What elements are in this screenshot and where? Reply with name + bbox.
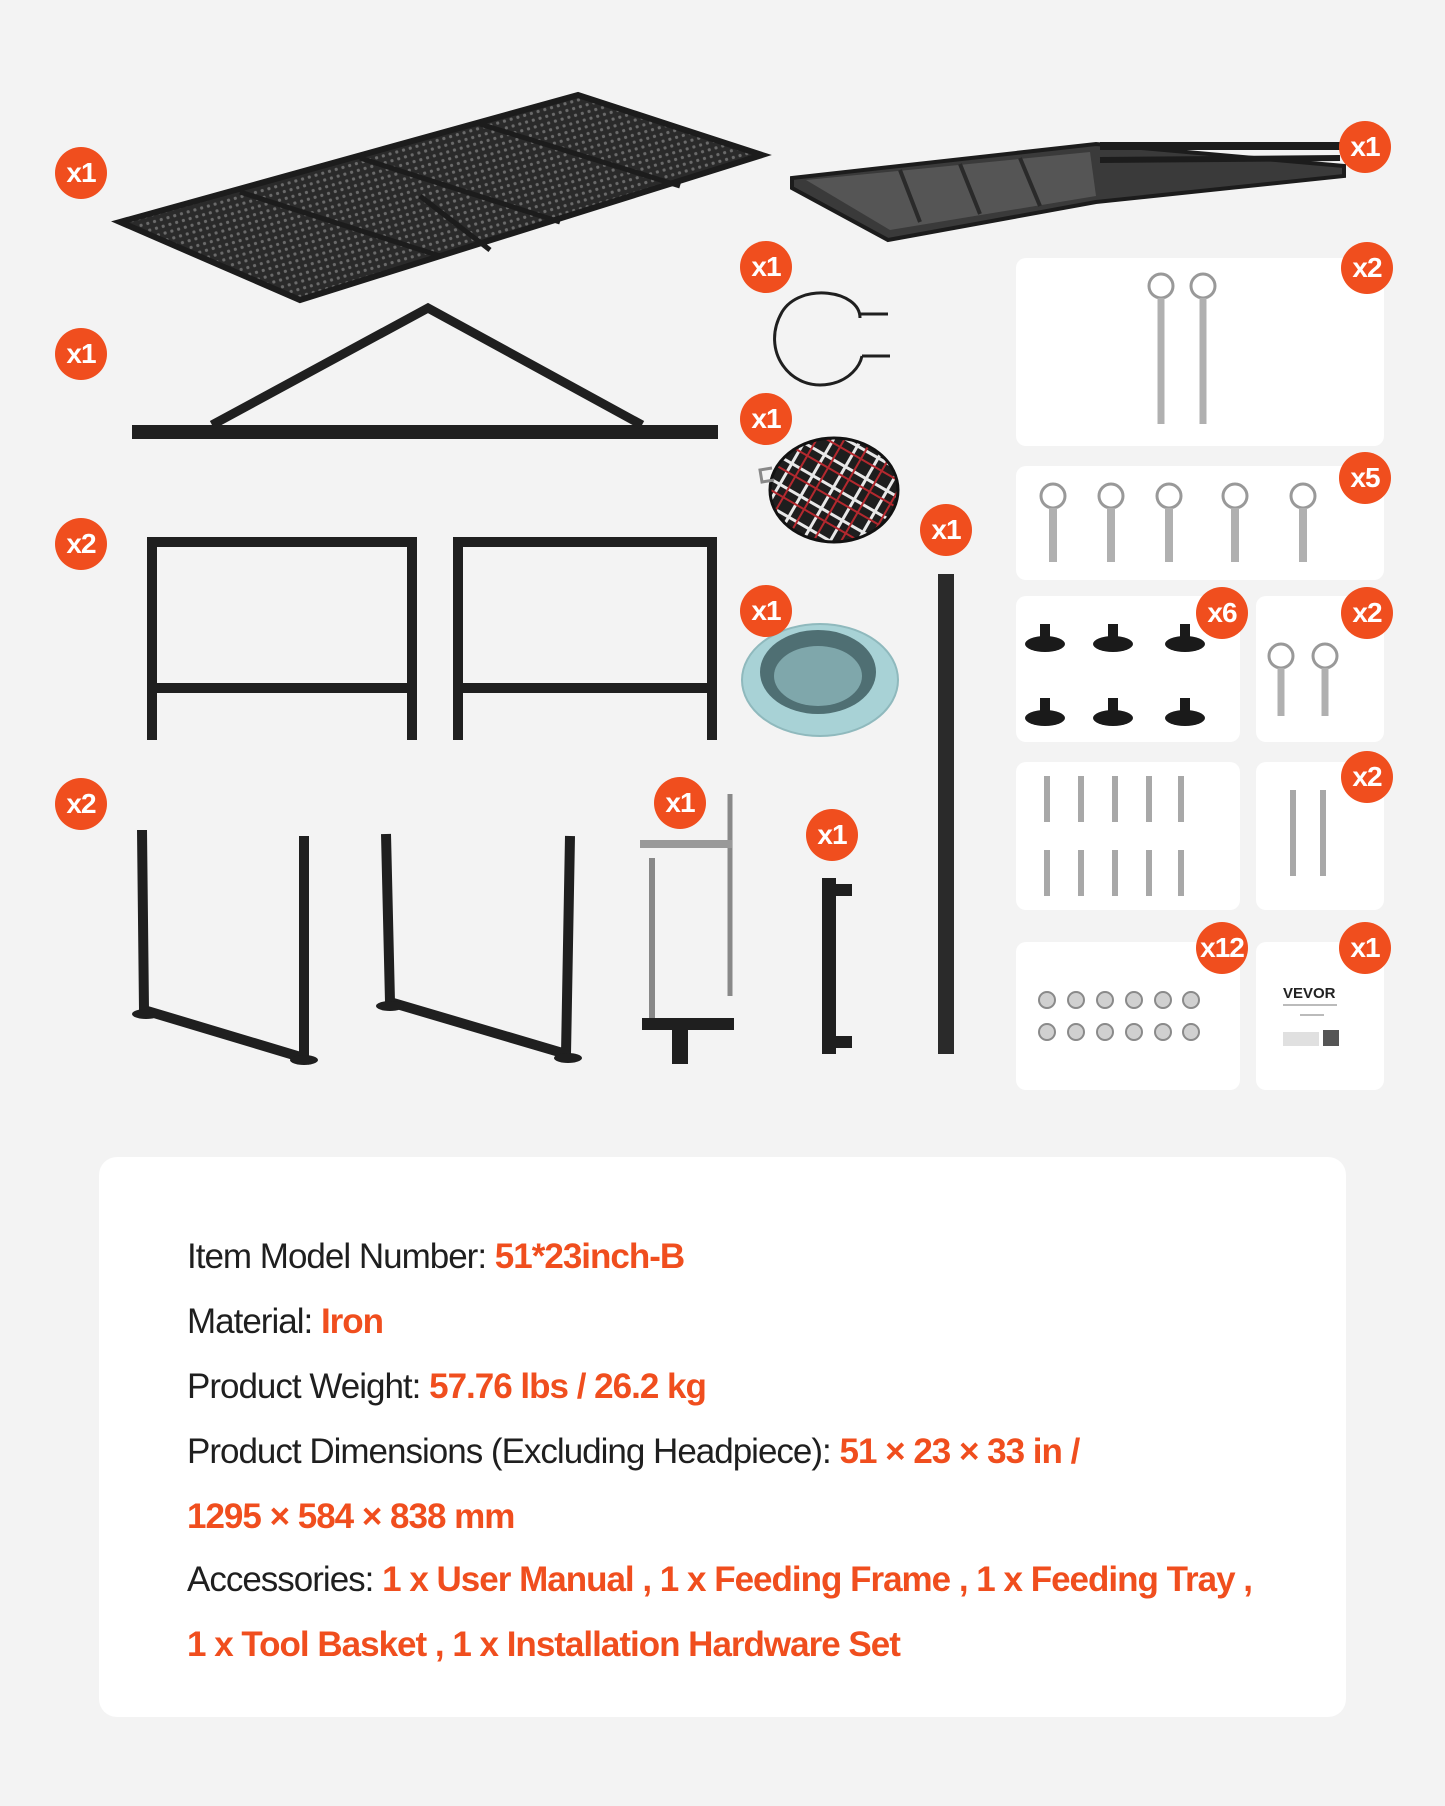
qty-badge-feeding-frame: x1 bbox=[654, 777, 706, 829]
manual-brand: VEVOR bbox=[1283, 985, 1336, 1002]
spec-model-label: Item Model Number: bbox=[187, 1237, 487, 1276]
qty-badge-long-screws: x2 bbox=[1341, 751, 1393, 803]
spec-dimensions-line2 bbox=[187, 1497, 514, 1537]
knob-bolt-icon bbox=[1025, 624, 1205, 726]
long-pole-icon bbox=[938, 574, 954, 1054]
qty-badge-mesh-tabletop: x1 bbox=[55, 147, 107, 199]
mesh-tabletop-icon bbox=[120, 95, 762, 300]
upper-leg-frame-icon bbox=[152, 542, 712, 740]
triangle-brace-icon bbox=[132, 308, 718, 439]
collapsible-bowl-icon bbox=[742, 624, 898, 736]
small-ring-pin-icon bbox=[1269, 644, 1337, 716]
short-ring-pin-icon bbox=[1041, 484, 1315, 562]
leg-feet-icon bbox=[132, 1001, 582, 1065]
qty-badge-lower-leg-frame: x2 bbox=[55, 778, 107, 830]
qty-badge-side-bracket: x1 bbox=[806, 809, 858, 861]
spec-model bbox=[187, 1237, 684, 1277]
basket-ring-icon bbox=[775, 293, 890, 385]
spec-accessories-line2 bbox=[187, 1625, 900, 1665]
qty-badge-collapsible-bowl: x1 bbox=[740, 585, 792, 637]
spec-accessories bbox=[187, 1560, 1252, 1600]
qty-badge-knob-bolts: x6 bbox=[1196, 587, 1248, 639]
qty-badge-long-ring-pins: x2 bbox=[1341, 242, 1393, 294]
long-screw-icon bbox=[1293, 790, 1323, 876]
spec-model-value: 51*23inch-B bbox=[494, 1237, 685, 1276]
spec-weight-value: 57.76 lbs / 26.2 kg bbox=[429, 1367, 706, 1406]
qty-badge-basket-ring: x1 bbox=[740, 241, 792, 293]
spec-accessories-label: Accessories: bbox=[187, 1560, 374, 1599]
user-manual-icon bbox=[1283, 985, 1339, 1046]
spec-weight-label: Product Weight: bbox=[187, 1367, 421, 1406]
spec-weight bbox=[187, 1367, 706, 1407]
spec-material bbox=[187, 1302, 383, 1342]
feeding-tray-icon bbox=[792, 142, 1344, 240]
feeding-frame-icon bbox=[640, 794, 734, 1064]
spec-dimensions-value-line1: 51 × 23 × 33 in / bbox=[839, 1432, 1080, 1471]
spec-material-label: Material: bbox=[187, 1302, 313, 1341]
side-bracket-icon bbox=[822, 878, 852, 1054]
long-ring-pin-icon bbox=[1149, 274, 1215, 424]
spec-accessories-value-line2: 1 x Tool Basket , 1 x Installation Hardware Set bbox=[187, 1625, 900, 1664]
lower-leg-frame-icon bbox=[142, 830, 570, 1058]
screw-icon bbox=[1047, 776, 1181, 896]
qty-badge-user-manual: x1 bbox=[1339, 922, 1391, 974]
nut-icon bbox=[1039, 992, 1199, 1040]
spec-panel bbox=[99, 1157, 1346, 1717]
qty-badge-triangle-brace: x1 bbox=[55, 328, 107, 380]
qty-badge-small-ring-pins: x2 bbox=[1341, 587, 1393, 639]
spec-dimensions-label: Product Dimensions (Excluding Headpiece): bbox=[187, 1432, 831, 1471]
spec-dimensions-value-line2: 1295 × 584 × 838 mm bbox=[187, 1497, 515, 1536]
qty-badge-nuts: x12 bbox=[1196, 922, 1248, 974]
spec-dimensions bbox=[187, 1432, 1079, 1472]
spec-material-value: Iron bbox=[320, 1302, 384, 1341]
qty-badge-upper-leg-frame: x2 bbox=[55, 518, 107, 570]
spec-accessories-value-line1: 1 x User Manual , 1 x Feeding Frame , 1 x Feeding Tray , bbox=[382, 1560, 1253, 1599]
qty-badge-feeding-tray: x1 bbox=[1339, 121, 1391, 173]
qty-badge-long-pole: x1 bbox=[920, 504, 972, 556]
qty-badge-short-ring-pins: x5 bbox=[1339, 452, 1391, 504]
tool-basket-icon bbox=[760, 438, 898, 542]
qty-badge-tool-basket: x1 bbox=[740, 393, 792, 445]
